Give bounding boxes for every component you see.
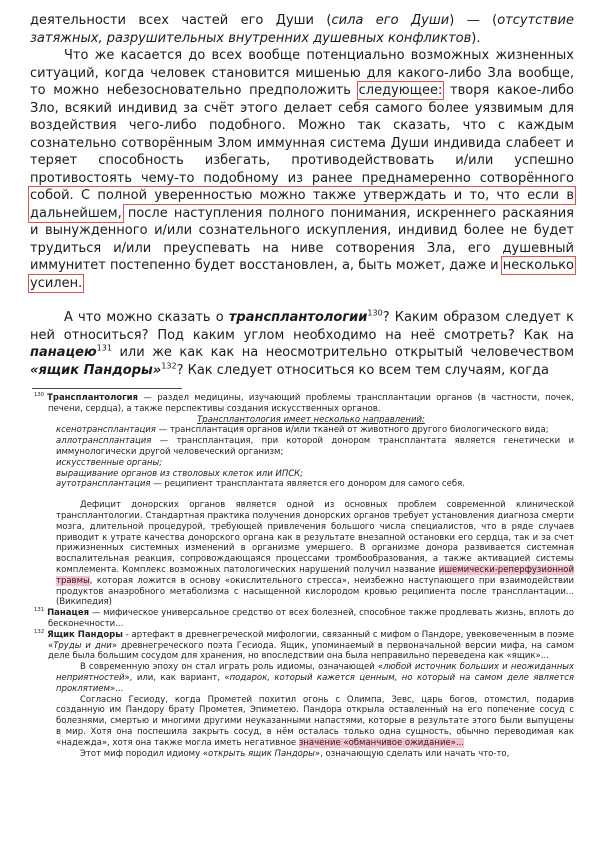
text-run-styled: «ящик Пандоры» xyxy=(30,362,162,378)
text-run: , которая ложится в основу «окислительного стресса», неизбежно наступающего при взаимодействии продуктов анаэробного метаболизма с насыщенной кислородом кровью реципиента после трансплантации... (Википедия) xyxy=(56,575,574,608)
text-run-styled: значение «обманчивое ожидание»... xyxy=(298,737,465,748)
text-run: — реципиент трансплантата является его донором для самого себя. xyxy=(150,479,465,490)
text-run-styled: Ящик Пандоры xyxy=(47,629,123,640)
text-run-styled: панацею xyxy=(30,345,97,360)
footnote xyxy=(34,392,574,608)
footnote-block xyxy=(56,500,574,608)
text-run-styled: отсутствие затяжных, разрушительных внутренних душевных конфликтов xyxy=(30,13,574,46)
text-run-styled: выращивание органов из стволовых клеток или ИПСК; xyxy=(56,468,304,479)
main-text xyxy=(30,12,574,379)
text-run: В современную эпоху он стал играть роль идиомы, означающей « xyxy=(80,662,384,673)
text-run: ). xyxy=(471,30,481,46)
text-run: ? Каким образом следует к ней относиться? Под каким углом необходимо на неё смотреть? Как на xyxy=(30,310,574,343)
footnote-block xyxy=(56,458,574,469)
text-run-styled: трансплантологии xyxy=(228,310,368,325)
text-run-styled: любой источник больших и неожиданных неприятностей xyxy=(56,662,574,683)
text-run-styled: ишемически-реперфузионной травмы xyxy=(56,564,574,586)
footnote-ref: 132 xyxy=(161,361,177,371)
footnote-block xyxy=(34,392,574,415)
footnotes-section xyxy=(34,392,575,759)
text-run: — мифическое универсальное средство от всех болезней, способное также продлевать жизнь, вплоть до бесконечности... xyxy=(48,608,574,629)
text-run: Что же касается до всех вообще потенциально возможных жизненных ситуаций, когда человек становится мишенью для какого-либо Зла вообще, то можно небезосновательно предположить xyxy=(30,48,574,98)
text-run-styled: открыть ящик Пандоры xyxy=(208,748,315,759)
footnote-block xyxy=(56,469,574,480)
text-run-styled: сила его Души xyxy=(331,13,450,28)
text-run: деятельности всех частей его Души ( xyxy=(30,13,332,28)
text-run-styled: ксенотрансплантация xyxy=(56,425,156,436)
paragraph xyxy=(30,309,574,379)
text-run: — трансплантация, при которой донором трансплантата является генетически и иммунологически другой человеческий организм; xyxy=(56,436,574,457)
footnote-block xyxy=(56,425,574,436)
footnote-block xyxy=(56,479,574,490)
text-run: после наступления полного понимания, искреннего раскаяния и вынужденного и/или сознательного искупления, индивид более не будет трудиться и/или преуспевать на ниве сотворения Зла, его душевный иммунитет постепенно будет восстановлен, а, быть может, даже и xyxy=(30,205,574,273)
text-run: творя какое-либо Зло, всякий индивид за счёт этого делает себя самого более уязвимым для воздействия чего-либо подобного. Можно так сказать, что с каждым сознательно сотворённым Злом иммунная система Души индивида слабеет и теряет способность избегать, противодействовать и/или успешно противостоять чему-то подобному из ранее преднамеренно сотворённого xyxy=(30,83,574,186)
text-run: » древнегреческого поэта Гесиода. Ящик, упоминаемый в первоначальной версии мифа, на самом деле была большим сосудом для хранения, но впоследствии она была неправильно переведена как «ящик»... xyxy=(48,640,575,662)
text-run: ? Как следует относиться ко всем тем случаям, когда xyxy=(176,362,549,378)
text-run: », или, как вариант, « xyxy=(124,672,230,683)
footnote-block xyxy=(48,415,574,426)
text-run-styled: собой. С полной уверенностью можно также утверждать и то, что если в дальнейшем, xyxy=(30,188,574,221)
footnote-block xyxy=(34,628,575,662)
text-run-styled: аллотрансплантация xyxy=(56,436,152,447)
text-run-styled: аутотрансплантация xyxy=(56,479,151,490)
footnote-number: 130 xyxy=(34,392,45,399)
footnote-block xyxy=(56,436,574,458)
footnote xyxy=(34,628,575,760)
footnote xyxy=(34,607,574,630)
footnotes-list xyxy=(34,392,575,759)
text-run-styled: следующее: xyxy=(358,83,443,98)
text-run: Согласно Гесиоду, когда Прометей похитил огонь с Олимпа, Зевс, царь богов, отомстил, подарив созданную им Пандору брату Прометея, Эпиметею. Пандора открыла оставленный на его попечение сосуд с болезнями, смертью и многими другими неуказанными напастями, которые в результате этого были выпущены в мир. Хотя она поспешила закрыть сосуд, в нём осталась только одна сущность, обычно переводимая как «надежда», хотя она также могла иметь негативное xyxy=(56,694,574,748)
text-run-styled: Трансплантология имеет несколько направлений: xyxy=(197,414,425,425)
text-run-styled: искусственные органы; xyxy=(56,457,163,468)
footnote-ref: 130 xyxy=(367,308,383,318)
text-run: »... xyxy=(109,683,124,694)
footnote-number: 132 xyxy=(34,628,45,635)
text-run-styled: Панацея xyxy=(47,608,90,619)
text-run-styled: подарок, который кажется ценным, но который на самом деле является проклятием xyxy=(56,672,574,694)
footnote-block xyxy=(56,749,574,760)
footnote-block xyxy=(56,695,574,749)
paragraph xyxy=(30,12,574,47)
paragraph xyxy=(30,47,574,292)
text-run: или же как как на неосмотрительно открытый человечеством xyxy=(111,345,574,360)
text-run: — раздел медицины, изучающий проблемы трансплантации органов (в частности, почек, печени, сердца), а также перспективы создания искусственных органов. xyxy=(48,393,574,414)
footnote-block xyxy=(56,662,574,694)
footnote-number: 131 xyxy=(34,607,45,614)
text-run: - артефакт в древнегреческой мифологии, связанный с мифом о Пандоре, увековеченным в поэме « xyxy=(48,629,574,651)
text-run: — трансплантация органов и/или тканей от животного другого биологического вида; xyxy=(155,425,549,436)
text-run: ) — ( xyxy=(449,13,498,28)
footnote-separator xyxy=(32,388,182,389)
footnote-block xyxy=(34,607,574,630)
footnote-ref: 131 xyxy=(96,343,112,353)
text-run-styled: Труды и дни xyxy=(53,640,112,651)
text-run: Этот миф породил идиому « xyxy=(80,748,209,759)
text-run: А что можно сказать о xyxy=(64,310,229,325)
text-run: », означающую сделать или начать что-то, xyxy=(314,748,510,759)
text-run-styled: Трансплантология xyxy=(47,393,138,403)
text-run-styled: несколько усилен. xyxy=(30,258,574,291)
text-run: Дефицит донорских органов является одной из основных проблем современной клинической трансплантологии. Стандартная практика получения донорских органов требует установления диагноза смерти мозга, длительной процедурой, требующей привлечения большого числа специалистов, что в ряде случаев приводит к утрате качества донорского органа как в результате внезапной остановки его сердца, так и за счет прижизненных системных изменений в организме умершего. В организме донора развивается системная воспалительная реакция, сопровождающаяся процессами тромбообразования, а также активацией системы комплемента. Комплекс возможных патологических нарушений получил название xyxy=(56,500,574,575)
